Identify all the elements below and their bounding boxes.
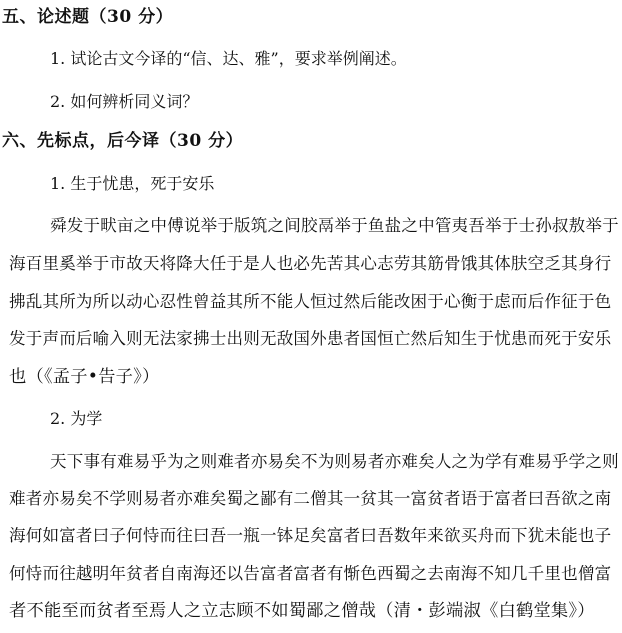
passage-2-title: 2. 为学 — [50, 409, 103, 428]
passage-2-line: 者不能至而贫者至焉人之立志顾不如蜀鄙之僧哉（清・彭端淑《白鹤堂集》） — [9, 601, 595, 621]
section-5-heading: 五、论述题（30 分） — [2, 7, 174, 27]
passage-1-line: 发于声而后喻入则无法家拂士出则无敌国外患者国恒亡然后知生于忧患而死于安乐 — [9, 329, 612, 348]
passage-1-line: 海百里奚举于市故天将降大任于是人也必先苦其心志劳其筋骨饿其体肤空乏其身行 — [9, 254, 612, 273]
passage-2-line: 难者亦易矣不学则易者亦难矣蜀之鄙有二僧其一贫其一富贫者语于富者曰吾欲之南 — [9, 489, 612, 508]
passage-2-line: 何恃而往越明年贫者自南海还以告富者富者有惭色西蜀之去南海不知几千里也僧富 — [9, 564, 612, 583]
passage-2-line: 天下事有难易乎为之则难者亦易矣不为则易者亦难矣人之为学有难易乎学之则 — [50, 452, 619, 471]
passage-1-line: 拂乱其所为所以动心忍性曾益其所不能人恒过然后能改困于心衡于虑而后作征于色 — [9, 292, 612, 311]
passage-1-line: 也（《孟子•告子》） — [9, 367, 160, 387]
section-5-question-2: 2. 如何辨析同义词？ — [50, 92, 199, 111]
passage-1-line: 舜发于畎亩之中傅说举于版筑之间胶鬲举于鱼盐之中管夷吾举于士孙叔敖举于 — [50, 216, 619, 235]
section-6-heading: 六、先标点，后今译（30 分） — [2, 131, 244, 151]
passage-1-title: 1. 生于忧患，死于安乐 — [50, 174, 215, 193]
section-5-question-1: 1. 试论古文今译的“信、达、雅”，要求举例阐述。 — [50, 49, 407, 68]
passage-2-line: 海何如富者曰子何恃而往曰吾一瓶一钵足矣富者曰吾数年来欲买舟而下犹未能也子 — [9, 526, 612, 545]
